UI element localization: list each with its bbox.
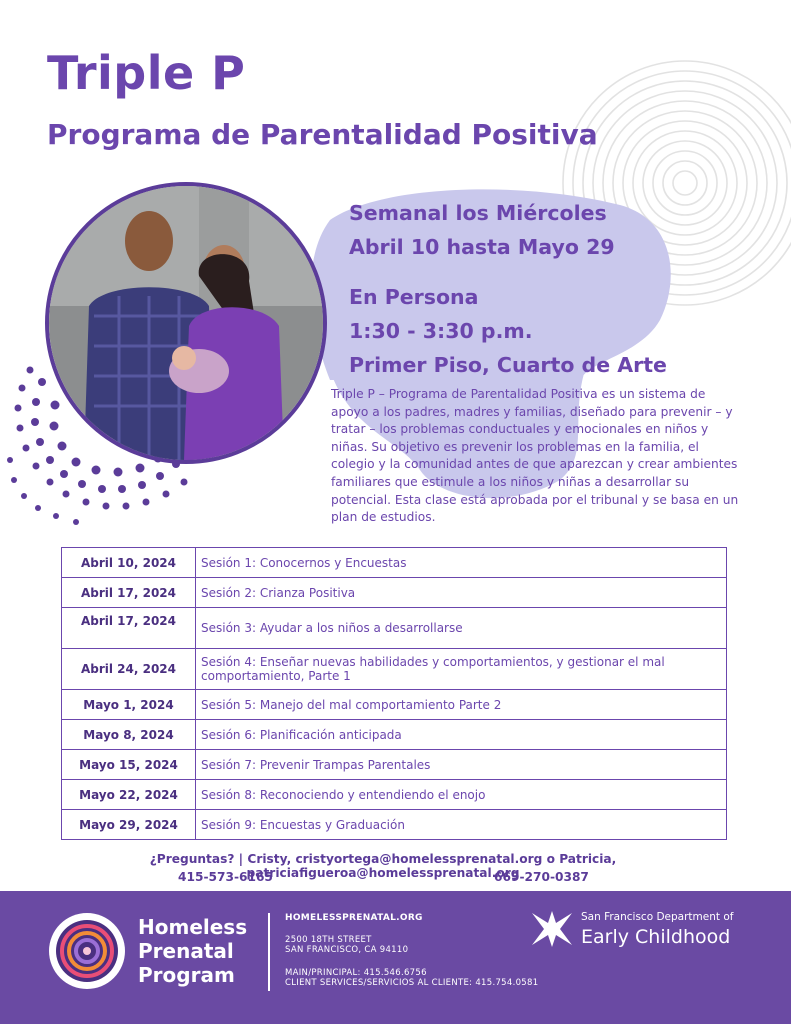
session-date: Mayo 29, 2024 [62,810,196,840]
client-services-phone: CLIENT SERVICES/SERVICIOS AL CLIENTE: 415.754.0581 [285,978,539,988]
org-name-line: Program [138,963,235,987]
session-topic: Sesión 4: Enseñar nuevas habilidades y comportamientos, y gestionar el mal comportamiento, Parte 1 [196,649,727,690]
session-date: Abril 17, 2024 [62,608,196,649]
table-row [62,548,727,578]
schedule-frequency: Semanal los Miércoles [349,201,607,225]
footer-divider [268,913,270,991]
star-figure-icon [528,909,576,949]
contact-line: ¿Preguntas? | Cristy, cristyortega@homelessprenatal.org o Patricia, patriciafigueroa@homelessprenatal.org [149,852,617,880]
session-date: Mayo 8, 2024 [62,720,196,750]
org-name-line: Homeless [138,915,248,939]
table-row [62,780,727,810]
family-photo [45,182,327,464]
session-date: Mayo 1, 2024 [62,690,196,720]
sessions-table [61,547,727,840]
session-topic: Sesión 3: Ayudar a los niños a desarrollarse [196,608,727,649]
session-date: Abril 17, 2024 [62,578,196,608]
org-name [138,915,247,987]
session-date: Abril 24, 2024 [62,649,196,690]
session-topic: Sesión 2: Crianza Positiva [196,578,727,608]
main-phone: MAIN/PRINCIPAL: 415.546.6756 [285,967,427,978]
footer [0,891,791,1024]
table-row [62,750,727,780]
session-topic: Sesión 7: Prevenir Trampas Parentales [196,750,727,780]
phone-patricia: 669-270-0387 [494,870,589,884]
partner-name-small: San Francisco Department of [581,911,734,923]
partner-logo [528,909,734,953]
phone-cristy: 415-573-6165 [178,870,273,884]
session-topic: Sesión 1: Conocernos y Encuestas [196,548,727,578]
address-line: 2500 18TH STREET [285,934,372,945]
program-description: Triple P – Programa de Parentalidad Positiva es un sistema de apoyo a los padres, madres y familias, diseñado para prevenir – y tratar – los problemas conductuales y emocionales en niños y niñas. Su objetivo es prevenir los problemas en la familia, el colegio y la comunidad antes de que aparezcan y crear ambientes familiares que estimule a los niños y niñas a desarrollar su potencial. Esta clase está aprobada por el tribunal y se basa en un plan de estudios. [331,387,739,525]
schedule-time: 1:30 - 3:30 p.m. [349,319,533,343]
session-topic: Sesión 8: Reconociendo y entendiendo el enojo [196,780,727,810]
page-title: Triple P [47,46,246,100]
table-row [62,578,727,608]
org-name-line: Prenatal [138,939,234,963]
table-row [62,690,727,720]
table-row [62,720,727,750]
schedule-format: En Persona [349,285,479,309]
partner-name-big: Early Childhood [581,926,731,948]
org-address [285,913,538,989]
schedule-dates: Abril 10 hasta Mayo 29 [349,235,615,259]
address-line: SAN FRANCISCO, CA 94110 [285,945,409,955]
session-topic: Sesión 6: Planificación anticipada [196,720,727,750]
session-date: Abril 10, 2024 [62,548,196,578]
website-link[interactable]: HOMELESSPRENATAL.ORG [285,913,423,923]
hpp-logo-icon [47,911,127,991]
session-topic: Sesión 5: Manejo del mal comportamiento Parte 2 [196,690,727,720]
session-date: Mayo 22, 2024 [62,780,196,810]
table-row [62,608,727,649]
session-topic: Sesión 9: Encuestas y Graduación [196,810,727,840]
session-date: Mayo 15, 2024 [62,750,196,780]
schedule-location: Primer Piso, Cuarto de Arte [349,353,667,377]
table-row [62,649,727,690]
schedule-info [349,196,667,382]
page-subtitle: Programa de Parentalidad Positiva [47,118,598,151]
table-row [62,810,727,840]
